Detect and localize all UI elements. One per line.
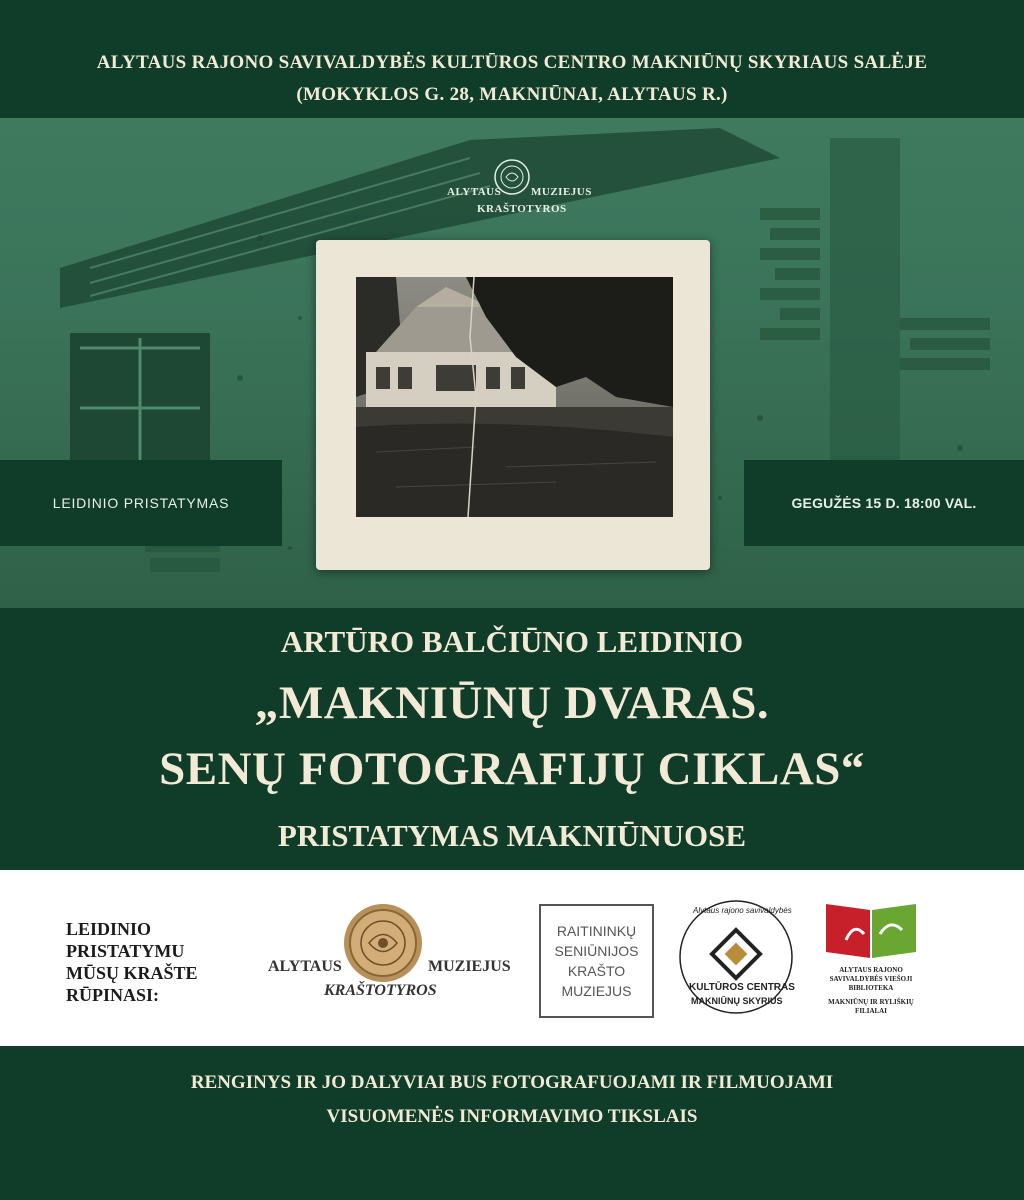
library-book-icon [824,900,918,962]
event-type-label: LEIDINIO PRISTATYMAS [0,460,282,546]
museum-logo-top [447,158,592,228]
logo-text-right: MUZIEJUS [531,186,592,198]
library-line: ALYTAUS RAJONO [839,966,903,974]
culture-centre-bottom: MAKNIŪNŲ SKYRIUS [691,996,783,1006]
manor-photo [356,277,673,517]
library-logo [810,900,932,1025]
partner-museum-bottom: KRAŠTOTYROS [324,982,437,999]
raitininku-museum-logo [539,904,654,1018]
logo-text-bottom: KRAŠTOTYROS [477,203,567,215]
label-line: PRISTATYMU [66,941,185,961]
culture-centre-mid: KULTŪROS CENTRAS [689,982,795,993]
venue-line: ALYTAUS RAJONO SAVIVALDYBĖS KULTŪROS CENTRO MAKNIŪNŲ SKYRIAUS SALĖJE [96,52,928,73]
event-date-label: GEGUŽĖS 15 D. 18:00 VAL. [744,460,1024,546]
logo-text-left: ALYTAUS [447,186,502,198]
raitininku-line: RAITININKŲ [556,923,637,939]
museum-partner-logo [262,896,511,1016]
recording-notice-line1: RENGINYS IR JO DALYVIAI BUS FOTOGRAFUOJAMI IR FILMUOJAMI [190,1072,834,1093]
museum-seal-icon [342,902,424,984]
partner-museum-right: MUZIEJUS [428,958,511,975]
address-line: (MOKYKLOS G. 28, MAKNIŪNAI, ALYTAUS R.) [296,84,728,105]
label-line: RŪPINASI: [66,985,160,1005]
book-title-line2: SENŲ FOTOGRAFIJŲ CIKLAS“ [159,743,865,795]
header-banner [0,0,1024,118]
culture-centre-top: Alytaus rajono savivaldybės [693,906,792,915]
organizers-label [66,918,236,1006]
recording-notice-line2: VISUOMENĖS INFORMAVIMO TIKSLAIS [326,1106,698,1127]
library-line: SAVIVALDYBĖS VIEŠOJI [829,975,913,983]
culture-centre-logo [675,896,797,1026]
library-line: MAKNIŪNŲ IR RYLIŠKIŲ [828,998,914,1006]
presentation-line: PRISTATYMAS MAKNIŪNUOSE [277,818,747,853]
library-line: BIBLIOTEKA [848,984,894,992]
label-line: MŪSŲ KRAŠTE [66,963,198,983]
label-line: LEIDINIO [66,919,152,939]
partner-museum-left: ALYTAUS [268,958,342,975]
library-line: FILIALAI [855,1007,887,1015]
raitininku-line: MUZIEJUS [561,983,632,999]
raitininku-line: SENIŪNIJOS [554,943,639,959]
raitininku-line: KRAŠTO [567,963,626,979]
author-line: ARTŪRO BALČIŪNO LEIDINIO [280,624,744,659]
book-title-line1: „MAKNIŪNŲ DVARAS. [254,677,770,729]
